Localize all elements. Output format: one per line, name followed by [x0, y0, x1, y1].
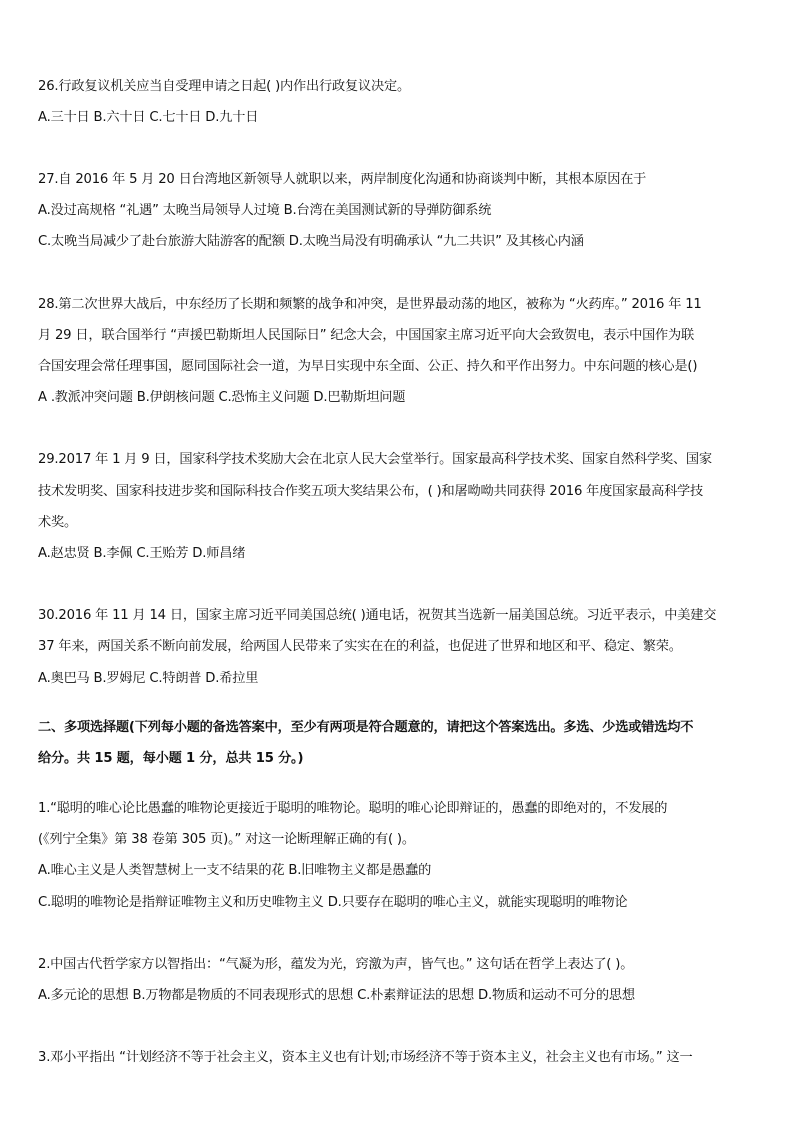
- question-26-options: A.三十日 B.六十日 C.七十日 D.九十日: [38, 110, 259, 125]
- question-29-options: A.赵忠贤 B.李佩 C.王贻芳 D.师昌绪: [38, 546, 246, 561]
- multi-question-2-options: A.多元论的思想 B.万物都是物质的不同表现形式的思想 C.朴素辩证法的思想 D.物质和运动不可分的思想: [38, 988, 635, 1003]
- question-27-options-cd: C.太晚当局减少了赴台旅游大陆游客的配额 D.太晚当局没有明确承认 “九二共识” 及其核心内涵: [38, 234, 584, 249]
- multi-question-1-options-ab: A.唯心主义是人类智慧树上一支不结果的花 B.旧唯物主义都是愚蠢的: [38, 863, 432, 878]
- question-27-options-ab: A.没过高规格 “礼遇” 太晚当局领导人过境 B.台湾在美国测试新的导弹防御系统: [38, 203, 492, 218]
- question-30-options: A.奥巴马 B.罗姆尼 C.特朗普 D.希拉里: [38, 671, 259, 686]
- multi-question-1-options-cd: C.聪明的唯物论是指辩证唯物主义和历史唯物主义 D.只要存在聪明的唯心主义，就能实现聪明的唯物论: [38, 895, 628, 910]
- question-28-stem-line-1: 28.第二次世界大战后，中东经历了长期和频繁的战争和冲突，是世界最动荡的地区，被称为 “火药库。” 2016 年 11: [38, 297, 702, 312]
- question-29-stem-line-2: 技术发明奖、国家科技进步奖和国际科技合作奖五项大奖结果公布，( )和屠呦呦共同获得 2016 年度国家最高科学技: [38, 484, 704, 499]
- multi-question-2-stem: 2.中国古代哲学家方以智指出：“气凝为形，蕴发为光，窍激为声，皆气也。” 这句话在哲学上表达了( )。: [38, 957, 634, 972]
- question-29-stem-line-1: 29.2017 年 1 月 9 日，国家科学技术奖励大会在北京人民大会堂举行。国家最高科学技术奖、国家自然科学奖、国家: [38, 452, 712, 467]
- section-multi-heading-line-1: 二、多项选择题(下列每小题的备选答案中，至少有两项是符合题意的，请把这个答案选出。多选、少选或错选均不: [38, 720, 694, 735]
- question-27-stem: 27.自 2016 年 5 月 20 日台湾地区新领导人就职以来，两岸制度化沟通和协商谈判中断，其根本原因在于: [38, 172, 647, 187]
- question-30-stem-line-1: 30.2016 年 11 月 14 日，国家主席习近平同美国总统( )通电话，祝贺其当选新一届美国总统。习近平表示，中美建交: [38, 608, 717, 623]
- question-28-stem-line-2: 月 29 日，联合国举行 “声援巴勒斯坦人民国际日” 纪念大会，中国国家主席习近平向大会致贺电，表示中国作为联: [38, 328, 695, 343]
- question-28-options: A .教派冲突问题 B.伊朗核问题 C.恐怖主义问题 D.巴勒斯坦问题: [38, 390, 406, 405]
- question-29-stem-line-3: 术奖。: [38, 515, 77, 530]
- question-28-stem-line-3: 合国安理会常任理事国，愿同国际社会一道，为早日实现中东全面、公正、持久和平作出努力。中东问题的核心是(): [38, 359, 698, 374]
- multi-question-3-stem-line-1: 3.邓小平指出 “计划经济不等于社会主义，资本主义也有计划;市场经济不等于资本主义，社会主义也有市场。” 这一: [38, 1050, 693, 1065]
- question-30-stem-line-2: 37 年来，两国关系不断向前发展，给两国人民带来了实实在在的利益，也促进了世界和地区和平、稳定、繁荣。: [38, 639, 682, 654]
- question-26-stem: 26.行政复议机关应当自受理申请之日起( )内作出行政复议决定。: [38, 79, 410, 94]
- multi-question-1-stem-line-2: (《列宁全集》第 38 卷第 305 页)。” 对这一论断理解正确的有( )。: [38, 832, 415, 847]
- multi-question-1-stem-line-1: 1.“聪明的唯心论比愚蠢的唯物论更接近于聪明的唯物论。聪明的唯心论即辩证的，愚蠢的即绝对的，不发展的: [38, 801, 668, 816]
- section-multi-heading-line-2: 给分。共 15 题，每小题 1 分，总共 15 分。): [38, 751, 304, 766]
